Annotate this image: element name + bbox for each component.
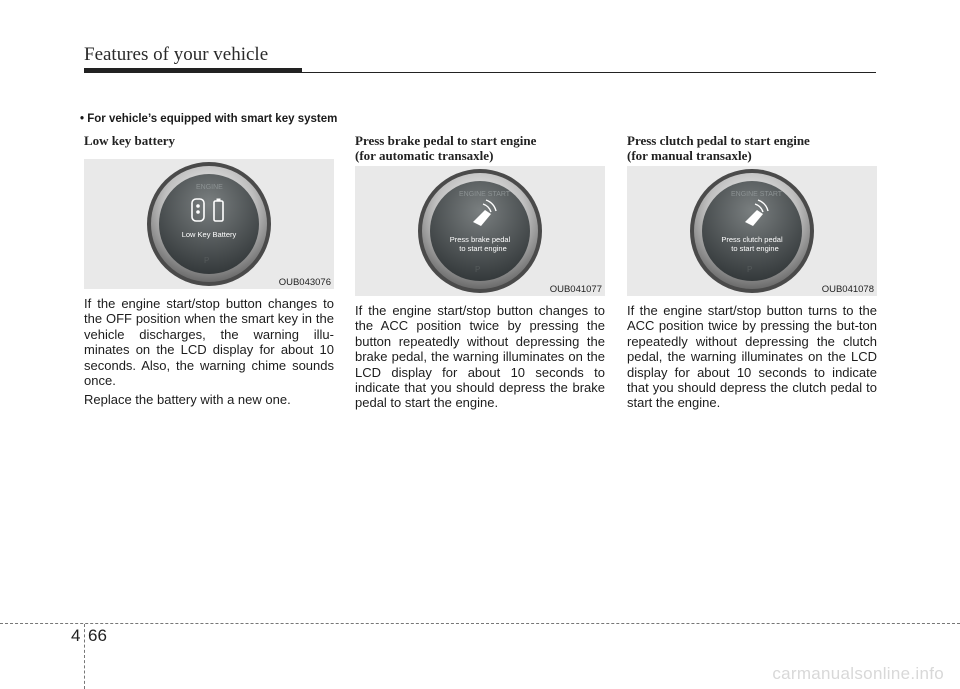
figure-code: OUB043076: [278, 277, 331, 288]
p-emboss: P: [475, 265, 481, 274]
chapter-number: 4: [71, 626, 81, 645]
section-title: [84, 133, 334, 148]
figure-press-clutch-pedal: [627, 166, 877, 296]
watermark-text: carmanualsonline.info: [772, 664, 944, 683]
section-low-key-battery: [84, 133, 334, 408]
figure-code: OUB041077: [549, 284, 602, 295]
section-title: [627, 133, 877, 163]
p-emboss: P: [747, 265, 753, 274]
paragraph: If the engine start/stop button changes to the OFF position when the smart key in the vehicle discharges, the warning illu-minates on the LCD display for about 10 seconds. Also, the warning chime sounds once.: [84, 296, 334, 389]
button-display-text: Low Key Battery: [181, 230, 237, 239]
section-title-line: (for manual transaxle): [627, 148, 752, 163]
engine-start-stop-emboss: ENGINE START: [459, 191, 511, 198]
section-press-brake-pedal: [355, 133, 605, 411]
page-number: 66: [88, 626, 107, 645]
section-title-line: Press brake pedal to start engine: [355, 133, 537, 148]
button-display-text: Press brake pedal: [449, 235, 511, 244]
button-display-text: to start engine: [459, 244, 507, 253]
paragraph: If the engine start/stop button changes to the ACC position twice by pressing the button repeatedly without depressing the brake pedal, the warning illuminates on the LCD display for about 10 seconds to indicate that you should depress the brake pedal to start the engine.: [355, 303, 605, 411]
section-title-line: (for automatic transaxle): [355, 148, 494, 163]
start-stop-button-illustration: [84, 159, 334, 289]
header-rule: [84, 72, 876, 73]
start-stop-button-illustration: [627, 166, 877, 296]
page-header-title: Features of your vehicle: [84, 44, 269, 65]
button-display-text: Press clutch pedal: [721, 235, 783, 244]
paragraph: Replace the battery with a new one.: [84, 392, 291, 408]
engine-start-stop-emboss: ENGINE START: [731, 191, 783, 198]
smart-key-note: • For vehicle’s equipped with smart key system: [80, 113, 338, 125]
footer-divider: [84, 624, 85, 689]
section-title-line: Low key battery: [84, 133, 175, 148]
figure-code: OUB041078: [821, 284, 874, 295]
button-display-text: to start engine: [731, 244, 779, 253]
paragraph: If the engine start/stop button turns to the ACC position twice by pressing the but-ton repeatedly without depressing the clutch pedal, the warning illuminates on the LCD display for about 10 seconds to indicate that you should depress the clutch pedal to start the engine.: [627, 303, 877, 411]
section-press-clutch-pedal: [627, 133, 877, 411]
p-emboss: P: [204, 256, 210, 265]
start-stop-button-illustration: [355, 166, 605, 296]
section-title-line: Press clutch pedal to start engine: [627, 133, 810, 148]
footer-rule: [0, 623, 960, 624]
figure-low-key-battery: [84, 159, 334, 289]
engine-start-stop-emboss: ENGINE: [196, 184, 223, 191]
section-title: [355, 133, 605, 163]
figure-press-brake-pedal: [355, 166, 605, 296]
